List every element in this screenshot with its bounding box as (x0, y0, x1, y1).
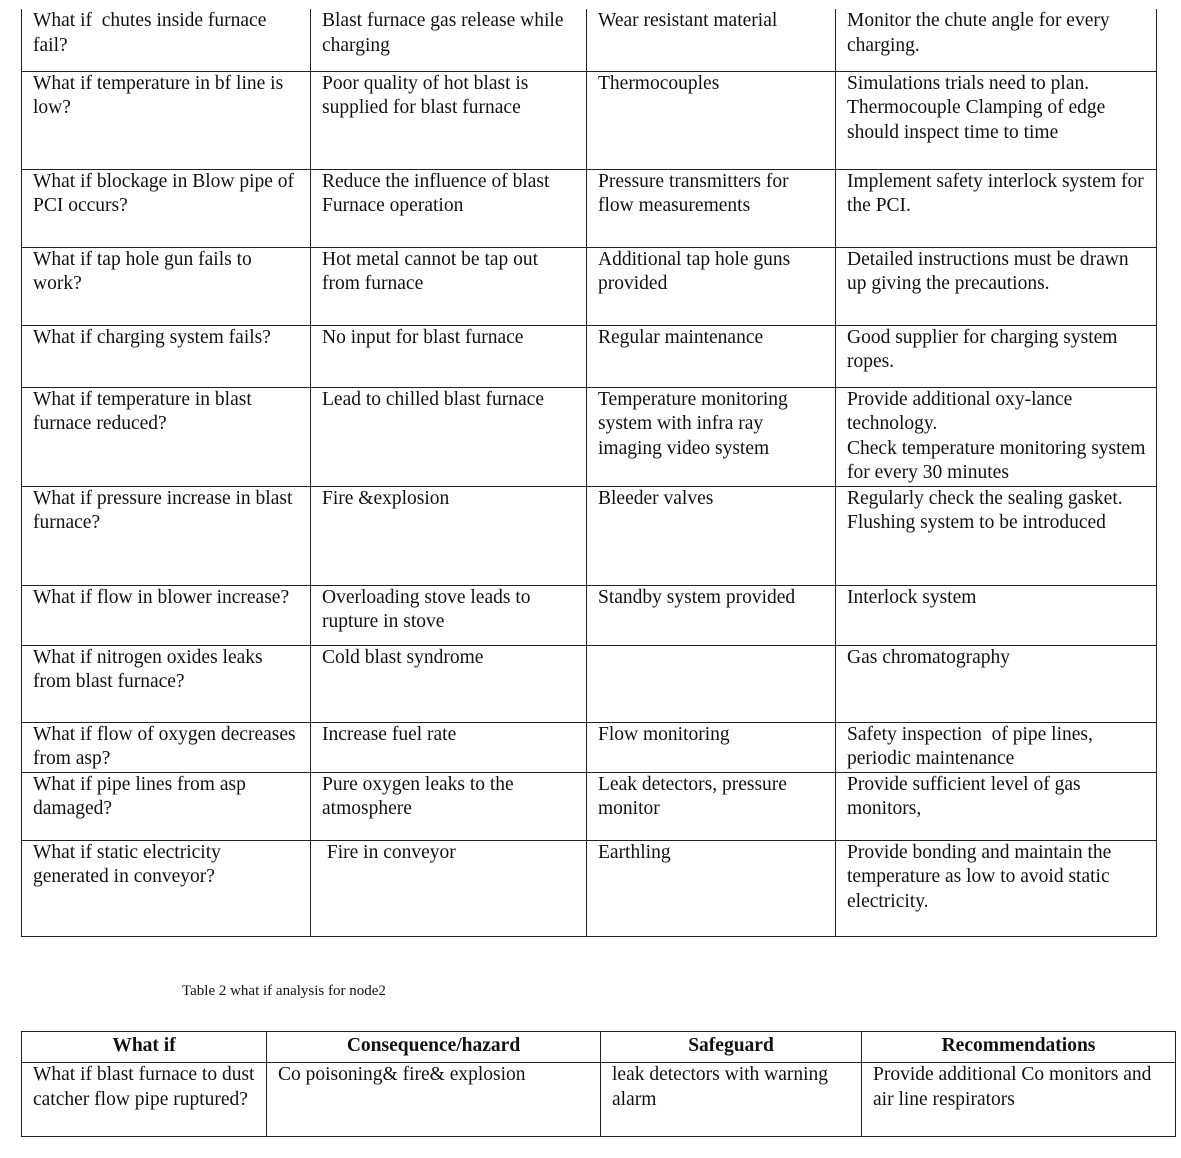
recommendation-cell: Provide sufficient level of gas monitors, (836, 772, 1157, 840)
safeguard-cell: Wear resistant material (587, 9, 836, 71)
table-row (22, 9, 1157, 71)
consequence-cell: Hot metal cannot be tap out from furnace (311, 247, 587, 325)
consequence-cell: Fire &explosion (311, 486, 587, 585)
consequence-cell: Co poisoning& fire& explosion (267, 1063, 601, 1137)
consequence-cell: Pure oxygen leaks to the atmosphere (311, 772, 587, 840)
safeguard-cell: Thermocouples (587, 71, 836, 169)
table-row (22, 722, 1157, 772)
table-row (22, 486, 1157, 585)
table-row (22, 772, 1157, 840)
recommendation-cell: Gas chromatography (836, 645, 1157, 722)
recommendation-cell: Regularly check the sealing gasket. Flushing system to be introduced (836, 486, 1157, 585)
what-if-cell: What if flow in blower increase? (22, 585, 311, 645)
what-if-cell: What if chutes inside furnace fail? (22, 9, 311, 71)
safeguard-cell (587, 645, 836, 722)
table-caption: Table 2 what if analysis for node2 (182, 983, 386, 999)
recommendation-cell: Monitor the chute angle for every charging. (836, 9, 1157, 71)
what-if-cell: What if pressure increase in blast furnace? (22, 486, 311, 585)
consequence-cell: No input for blast furnace (311, 325, 587, 387)
recommendation-cell: Safety inspection of pipe lines, periodic maintenance (836, 722, 1157, 772)
table-row (22, 325, 1157, 387)
consequence-cell: Reduce the influence of blast Furnace operation (311, 169, 587, 247)
what-if-cell: What if static electricity generated in conveyor? (22, 840, 311, 936)
safeguard-cell: Leak detectors, pressure monitor (587, 772, 836, 840)
what-if-cell: What if temperature in blast furnace reduced? (22, 387, 311, 486)
table-row (22, 169, 1157, 247)
what-if-cell: What if tap hole gun fails to work? (22, 247, 311, 325)
safeguard-cell: Regular maintenance (587, 325, 836, 387)
safeguard-cell: leak detectors with warning alarm (601, 1063, 862, 1137)
safeguard-cell: Earthling (587, 840, 836, 936)
column-header-what-if: What if (22, 1032, 267, 1063)
column-header-consequence: Consequence/hazard (267, 1032, 601, 1063)
consequence-cell: Overloading stove leads to rupture in stove (311, 585, 587, 645)
column-header-safeguard: Safeguard (601, 1032, 862, 1063)
consequence-cell: Increase fuel rate (311, 722, 587, 772)
recommendation-cell: Simulations trials need to plan. Thermocouple Clamping of edge should inspect time to time (836, 71, 1157, 169)
table-row (22, 585, 1157, 645)
consequence-cell: Lead to chilled blast furnace (311, 387, 587, 486)
consequence-cell: Fire in conveyor (311, 840, 587, 936)
consequence-cell: Blast furnace gas release while charging (311, 9, 587, 71)
what-if-cell: What if blockage in Blow pipe of PCI occurs? (22, 169, 311, 247)
what-if-cell: What if pipe lines from asp damaged? (22, 772, 311, 840)
table-row (22, 71, 1157, 169)
consequence-cell: Cold blast syndrome (311, 645, 587, 722)
recommendation-cell: Detailed instructions must be drawn up giving the precautions. (836, 247, 1157, 325)
what-if-table-node1 (21, 9, 1157, 937)
table-row (22, 247, 1157, 325)
recommendation-cell: Provide additional oxy-lance technology. Check temperature monitoring system for every 30 minutes (836, 387, 1157, 486)
safeguard-cell: Standby system provided (587, 585, 836, 645)
recommendation-cell: Provide additional Co monitors and air line respirators (862, 1063, 1176, 1137)
recommendation-cell: Provide bonding and maintain the temperature as low to avoid static electricity. (836, 840, 1157, 936)
recommendation-cell: Interlock system (836, 585, 1157, 645)
column-header-recommendations: Recommendations (862, 1032, 1176, 1063)
what-if-cell: What if charging system fails? (22, 325, 311, 387)
what-if-table-node2 (21, 1031, 1176, 1137)
consequence-cell: Poor quality of hot blast is supplied for blast furnace (311, 71, 587, 169)
what-if-cell: What if temperature in bf line is low? (22, 71, 311, 169)
what-if-cell: What if flow of oxygen decreases from asp? (22, 722, 311, 772)
table-row (22, 645, 1157, 722)
recommendation-cell: Implement safety interlock system for the PCI. (836, 169, 1157, 247)
table-row (22, 840, 1157, 936)
table-row (22, 387, 1157, 486)
what-if-cell: What if nitrogen oxides leaks from blast furnace? (22, 645, 311, 722)
safeguard-cell: Bleeder valves (587, 486, 836, 585)
table-row (22, 1063, 1176, 1137)
what-if-cell: What if blast furnace to dust catcher flow pipe ruptured? (22, 1063, 267, 1137)
safeguard-cell: Flow monitoring (587, 722, 836, 772)
safeguard-cell: Pressure transmitters for flow measurements (587, 169, 836, 247)
table-header-row (22, 1032, 1176, 1063)
safeguard-cell: Additional tap hole guns provided (587, 247, 836, 325)
safeguard-cell: Temperature monitoring system with infra ray imaging video system (587, 387, 836, 486)
recommendation-cell: Good supplier for charging system ropes. (836, 325, 1157, 387)
